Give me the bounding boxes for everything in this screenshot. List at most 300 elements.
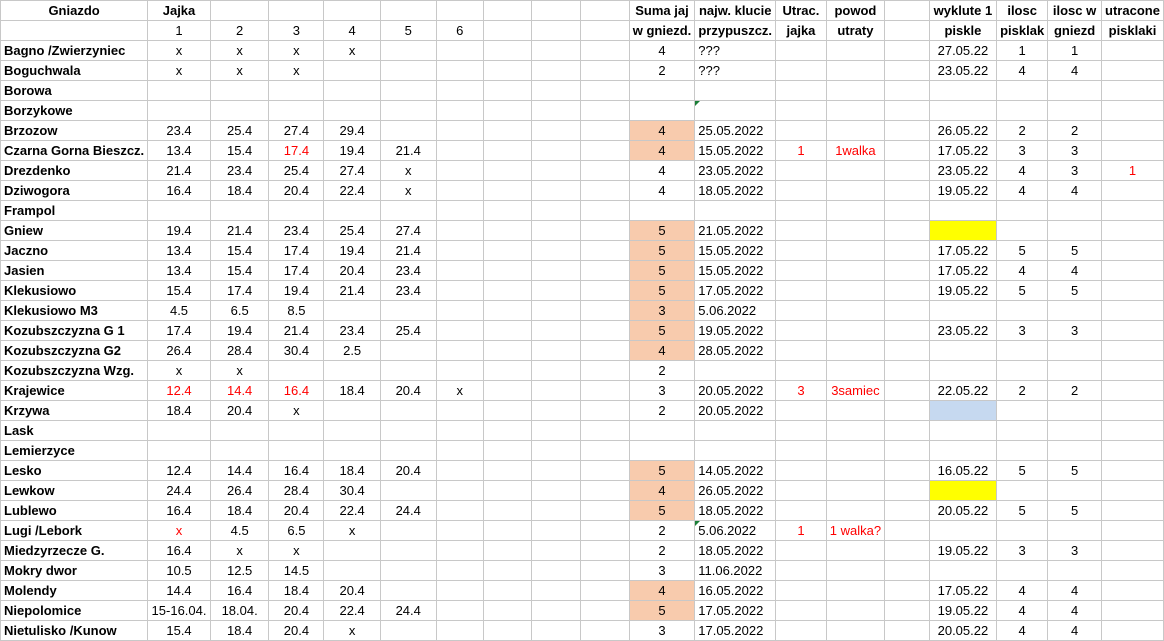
header-cell[interactable]: 3: [269, 21, 324, 41]
empty-cell[interactable]: [580, 81, 629, 101]
egg-cell[interactable]: 21.4: [210, 221, 269, 241]
chicks-count-cell[interactable]: [997, 221, 1048, 241]
loss-reason-cell[interactable]: [826, 281, 884, 301]
empty-cell[interactable]: [580, 161, 629, 181]
first-hatch-cell[interactable]: 17.05.22: [929, 141, 996, 161]
lost-chicks-cell[interactable]: [1101, 181, 1163, 201]
empty-cell[interactable]: [531, 261, 580, 281]
empty-cell[interactable]: [483, 41, 531, 61]
egg-cell[interactable]: [436, 321, 483, 341]
header-cell[interactable]: 5: [380, 21, 436, 41]
empty-cell[interactable]: [580, 221, 629, 241]
hatch-date-cell[interactable]: 15.05.2022: [695, 261, 776, 281]
lost-eggs-cell[interactable]: 1: [776, 521, 827, 541]
egg-cell[interactable]: x: [148, 41, 211, 61]
lost-eggs-cell[interactable]: [776, 601, 827, 621]
lost-chicks-cell[interactable]: [1101, 321, 1163, 341]
nest-name-cell[interactable]: Lask: [1, 421, 148, 441]
lost-eggs-cell[interactable]: [776, 81, 827, 101]
egg-sum-cell[interactable]: 5: [629, 501, 695, 521]
nest-name-cell[interactable]: Lewkow: [1, 481, 148, 501]
egg-cell[interactable]: [380, 581, 436, 601]
egg-cell[interactable]: 20.4: [324, 261, 380, 281]
egg-cell[interactable]: [324, 301, 380, 321]
loss-reason-cell[interactable]: [826, 481, 884, 501]
empty-cell[interactable]: [483, 541, 531, 561]
hatch-date-cell[interactable]: 19.05.2022: [695, 321, 776, 341]
lost-eggs-cell[interactable]: [776, 401, 827, 421]
loss-reason-cell[interactable]: 3samiec: [826, 381, 884, 401]
empty-cell[interactable]: [483, 81, 531, 101]
egg-cell[interactable]: 16.4: [269, 381, 324, 401]
lost-eggs-cell[interactable]: [776, 541, 827, 561]
egg-cell[interactable]: [436, 141, 483, 161]
lost-chicks-cell[interactable]: [1101, 401, 1163, 421]
chicks-count-cell[interactable]: [997, 201, 1048, 221]
header-cell[interactable]: w gniezd.: [629, 21, 695, 41]
header-cell[interactable]: najw. klucie: [695, 1, 776, 21]
first-hatch-cell[interactable]: [929, 101, 996, 121]
lost-chicks-cell[interactable]: [1101, 501, 1163, 521]
first-hatch-cell[interactable]: [929, 341, 996, 361]
lost-chicks-cell[interactable]: [1101, 201, 1163, 221]
egg-cell[interactable]: [380, 101, 436, 121]
chicks-count-cell[interactable]: 4: [997, 181, 1048, 201]
egg-cell[interactable]: [210, 441, 269, 461]
egg-cell[interactable]: 22.4: [324, 601, 380, 621]
lost-chicks-cell[interactable]: [1101, 121, 1163, 141]
egg-cell[interactable]: 23.4: [380, 281, 436, 301]
chicks-count-cell[interactable]: 3: [997, 321, 1048, 341]
nest-name-cell[interactable]: Dziwogora: [1, 181, 148, 201]
egg-sum-cell[interactable]: [629, 201, 695, 221]
nest-count-cell[interactable]: 4: [1048, 261, 1102, 281]
egg-cell[interactable]: [324, 361, 380, 381]
egg-cell[interactable]: [436, 81, 483, 101]
loss-reason-cell[interactable]: [826, 401, 884, 421]
empty-cell[interactable]: [483, 221, 531, 241]
egg-cell[interactable]: [436, 281, 483, 301]
empty-cell[interactable]: [531, 181, 580, 201]
egg-cell[interactable]: [380, 561, 436, 581]
empty-cell[interactable]: [580, 41, 629, 61]
chicks-count-cell[interactable]: [997, 101, 1048, 121]
lost-eggs-cell[interactable]: [776, 581, 827, 601]
nest-name-cell[interactable]: Brzozow: [1, 121, 148, 141]
empty-cell[interactable]: [483, 401, 531, 421]
egg-cell[interactable]: 20.4: [380, 461, 436, 481]
nest-count-cell[interactable]: 4: [1048, 601, 1102, 621]
first-hatch-cell[interactable]: 16.05.22: [929, 461, 996, 481]
empty-cell[interactable]: [885, 521, 930, 541]
nest-count-cell[interactable]: [1048, 421, 1102, 441]
lost-chicks-cell[interactable]: [1101, 241, 1163, 261]
empty-cell[interactable]: [885, 201, 930, 221]
hatch-date-cell[interactable]: ???: [695, 61, 776, 81]
egg-cell[interactable]: 6.5: [210, 301, 269, 321]
egg-cell[interactable]: 26.4: [148, 341, 211, 361]
egg-cell[interactable]: [269, 81, 324, 101]
egg-cell[interactable]: 19.4: [210, 321, 269, 341]
nest-count-cell[interactable]: [1048, 441, 1102, 461]
egg-cell[interactable]: [436, 101, 483, 121]
egg-cell[interactable]: 14.5: [269, 561, 324, 581]
header-cell[interactable]: [436, 1, 483, 21]
lost-eggs-cell[interactable]: [776, 161, 827, 181]
header-cell[interactable]: 4: [324, 21, 380, 41]
egg-cell[interactable]: [324, 541, 380, 561]
egg-cell[interactable]: 24.4: [380, 501, 436, 521]
egg-sum-cell[interactable]: 2: [629, 401, 695, 421]
egg-sum-cell[interactable]: [629, 81, 695, 101]
empty-cell[interactable]: [580, 181, 629, 201]
egg-cell[interactable]: [324, 401, 380, 421]
first-hatch-cell[interactable]: [929, 441, 996, 461]
egg-sum-cell[interactable]: 5: [629, 601, 695, 621]
chicks-count-cell[interactable]: 3: [997, 541, 1048, 561]
egg-sum-cell[interactable]: 5: [629, 461, 695, 481]
hatch-date-cell[interactable]: 15.05.2022: [695, 241, 776, 261]
first-hatch-cell[interactable]: 27.05.22: [929, 41, 996, 61]
empty-cell[interactable]: [531, 521, 580, 541]
nest-name-cell[interactable]: Lugi /Lebork: [1, 521, 148, 541]
chicks-count-cell[interactable]: 4: [997, 261, 1048, 281]
nest-name-cell[interactable]: Lesko: [1, 461, 148, 481]
nest-name-cell[interactable]: Nietulisko /Kunow: [1, 621, 148, 641]
header-cell[interactable]: Jajka: [148, 1, 211, 21]
egg-cell[interactable]: [324, 561, 380, 581]
lost-eggs-cell[interactable]: [776, 421, 827, 441]
lost-eggs-cell[interactable]: [776, 181, 827, 201]
empty-cell[interactable]: [885, 581, 930, 601]
loss-reason-cell[interactable]: [826, 261, 884, 281]
empty-cell[interactable]: [483, 481, 531, 501]
nest-count-cell[interactable]: [1048, 221, 1102, 241]
header-cell[interactable]: powod: [826, 1, 884, 21]
egg-cell[interactable]: 17.4: [269, 141, 324, 161]
egg-cell[interactable]: 27.4: [380, 221, 436, 241]
hatch-date-cell[interactable]: 26.05.2022: [695, 481, 776, 501]
egg-cell[interactable]: [324, 61, 380, 81]
empty-cell[interactable]: [885, 221, 930, 241]
lost-chicks-cell[interactable]: [1101, 361, 1163, 381]
egg-cell[interactable]: 15.4: [210, 141, 269, 161]
nest-count-cell[interactable]: [1048, 341, 1102, 361]
egg-sum-cell[interactable]: 4: [629, 581, 695, 601]
egg-cell[interactable]: [436, 361, 483, 381]
egg-sum-cell[interactable]: 3: [629, 561, 695, 581]
egg-cell[interactable]: 26.4: [210, 481, 269, 501]
empty-cell[interactable]: [483, 161, 531, 181]
empty-cell[interactable]: [580, 201, 629, 221]
first-hatch-cell[interactable]: [929, 561, 996, 581]
hatch-date-cell[interactable]: 18.05.2022: [695, 181, 776, 201]
empty-cell[interactable]: [531, 281, 580, 301]
empty-cell[interactable]: [483, 301, 531, 321]
empty-cell[interactable]: [531, 481, 580, 501]
nest-count-cell[interactable]: 4: [1048, 581, 1102, 601]
empty-cell[interactable]: [531, 201, 580, 221]
hatch-date-cell[interactable]: 18.05.2022: [695, 541, 776, 561]
empty-cell[interactable]: [531, 141, 580, 161]
nest-count-cell[interactable]: 3: [1048, 161, 1102, 181]
nest-count-cell[interactable]: [1048, 201, 1102, 221]
egg-cell[interactable]: 22.4: [324, 181, 380, 201]
empty-cell[interactable]: [531, 121, 580, 141]
empty-cell[interactable]: [531, 581, 580, 601]
empty-cell[interactable]: [580, 281, 629, 301]
egg-cell[interactable]: 16.4: [269, 461, 324, 481]
empty-cell[interactable]: [483, 141, 531, 161]
loss-reason-cell[interactable]: [826, 101, 884, 121]
egg-cell[interactable]: 15.4: [148, 621, 211, 641]
hatch-date-cell[interactable]: [695, 81, 776, 101]
loss-reason-cell[interactable]: [826, 441, 884, 461]
chicks-count-cell[interactable]: [997, 341, 1048, 361]
egg-cell[interactable]: 6.5: [269, 521, 324, 541]
egg-cell[interactable]: 20.4: [269, 601, 324, 621]
first-hatch-cell[interactable]: [929, 421, 996, 441]
egg-cell[interactable]: [436, 61, 483, 81]
header-cell[interactable]: gniezd: [1048, 21, 1102, 41]
egg-sum-cell[interactable]: 3: [629, 381, 695, 401]
loss-reason-cell[interactable]: [826, 581, 884, 601]
egg-sum-cell[interactable]: 2: [629, 521, 695, 541]
lost-eggs-cell[interactable]: [776, 501, 827, 521]
egg-cell[interactable]: 2.5: [324, 341, 380, 361]
chicks-count-cell[interactable]: 5: [997, 501, 1048, 521]
egg-cell[interactable]: x: [324, 521, 380, 541]
empty-cell[interactable]: [580, 621, 629, 641]
egg-cell[interactable]: x: [324, 41, 380, 61]
nest-count-cell[interactable]: 3: [1048, 541, 1102, 561]
header-cell[interactable]: Gniazdo: [1, 1, 148, 21]
egg-cell[interactable]: 19.4: [324, 241, 380, 261]
egg-sum-cell[interactable]: 5: [629, 281, 695, 301]
first-hatch-cell[interactable]: [929, 201, 996, 221]
egg-cell[interactable]: [380, 81, 436, 101]
nest-name-cell[interactable]: Borowa: [1, 81, 148, 101]
first-hatch-cell[interactable]: 22.05.22: [929, 381, 996, 401]
lost-eggs-cell[interactable]: [776, 261, 827, 281]
empty-cell[interactable]: [580, 541, 629, 561]
egg-cell[interactable]: 20.4: [269, 501, 324, 521]
egg-cell[interactable]: 18.4: [148, 401, 211, 421]
header-cell[interactable]: ilosc w: [1048, 1, 1102, 21]
loss-reason-cell[interactable]: [826, 461, 884, 481]
empty-cell[interactable]: [531, 341, 580, 361]
egg-cell[interactable]: [269, 441, 324, 461]
empty-cell[interactable]: [885, 441, 930, 461]
nest-count-cell[interactable]: 4: [1048, 181, 1102, 201]
header-cell[interactable]: [531, 21, 580, 41]
first-hatch-cell[interactable]: 17.05.22: [929, 261, 996, 281]
egg-cell[interactable]: 17.4: [269, 261, 324, 281]
egg-cell[interactable]: 15.4: [210, 241, 269, 261]
empty-cell[interactable]: [580, 401, 629, 421]
empty-cell[interactable]: [483, 601, 531, 621]
chicks-count-cell[interactable]: 2: [997, 121, 1048, 141]
chicks-count-cell[interactable]: 1: [997, 41, 1048, 61]
empty-cell[interactable]: [580, 321, 629, 341]
lost-chicks-cell[interactable]: [1101, 301, 1163, 321]
lost-chicks-cell[interactable]: [1101, 541, 1163, 561]
header-cell[interactable]: [1, 21, 148, 41]
empty-cell[interactable]: [531, 41, 580, 61]
hatch-date-cell[interactable]: [695, 421, 776, 441]
empty-cell[interactable]: [885, 61, 930, 81]
empty-cell[interactable]: [483, 361, 531, 381]
egg-sum-cell[interactable]: 4: [629, 481, 695, 501]
egg-cell[interactable]: [380, 541, 436, 561]
egg-cell[interactable]: 20.4: [269, 621, 324, 641]
egg-cell[interactable]: 18.4: [324, 381, 380, 401]
empty-cell[interactable]: [885, 281, 930, 301]
empty-cell[interactable]: [531, 361, 580, 381]
egg-cell[interactable]: [436, 301, 483, 321]
loss-reason-cell[interactable]: [826, 621, 884, 641]
egg-sum-cell[interactable]: 5: [629, 261, 695, 281]
lost-chicks-cell[interactable]: [1101, 441, 1163, 461]
empty-cell[interactable]: [885, 421, 930, 441]
loss-reason-cell[interactable]: [826, 321, 884, 341]
lost-eggs-cell[interactable]: [776, 561, 827, 581]
empty-cell[interactable]: [885, 81, 930, 101]
loss-reason-cell[interactable]: 1walka: [826, 141, 884, 161]
nest-count-cell[interactable]: 5: [1048, 281, 1102, 301]
empty-cell[interactable]: [580, 121, 629, 141]
lost-eggs-cell[interactable]: [776, 441, 827, 461]
nest-count-cell[interactable]: [1048, 561, 1102, 581]
egg-cell[interactable]: 30.4: [269, 341, 324, 361]
nest-name-cell[interactable]: Miedzyrzecze G.: [1, 541, 148, 561]
egg-cell[interactable]: 24.4: [148, 481, 211, 501]
nest-name-cell[interactable]: Krzywa: [1, 401, 148, 421]
empty-cell[interactable]: [580, 441, 629, 461]
header-cell[interactable]: ilosc: [997, 1, 1048, 21]
header-cell[interactable]: przypuszcz.: [695, 21, 776, 41]
egg-sum-cell[interactable]: 4: [629, 161, 695, 181]
empty-cell[interactable]: [483, 321, 531, 341]
egg-cell[interactable]: [380, 361, 436, 381]
hatch-date-cell[interactable]: ???: [695, 41, 776, 61]
nest-name-cell[interactable]: Mokry dwor: [1, 561, 148, 581]
empty-cell[interactable]: [580, 61, 629, 81]
nest-count-cell[interactable]: 3: [1048, 141, 1102, 161]
loss-reason-cell[interactable]: [826, 541, 884, 561]
egg-cell[interactable]: 15.4: [148, 281, 211, 301]
egg-cell[interactable]: 19.4: [324, 141, 380, 161]
empty-cell[interactable]: [885, 181, 930, 201]
egg-cell[interactable]: 8.5: [269, 301, 324, 321]
egg-cell[interactable]: [210, 81, 269, 101]
egg-cell[interactable]: [380, 481, 436, 501]
hatch-date-cell[interactable]: 15.05.2022: [695, 141, 776, 161]
first-hatch-cell[interactable]: 23.05.22: [929, 321, 996, 341]
nest-count-cell[interactable]: [1048, 521, 1102, 541]
nest-count-cell[interactable]: 2: [1048, 121, 1102, 141]
egg-cell[interactable]: 23.4: [269, 221, 324, 241]
empty-cell[interactable]: [885, 121, 930, 141]
nest-name-cell[interactable]: Niepolomice: [1, 601, 148, 621]
first-hatch-cell[interactable]: 20.05.22: [929, 501, 996, 521]
empty-cell[interactable]: [531, 221, 580, 241]
empty-cell[interactable]: [483, 421, 531, 441]
chicks-count-cell[interactable]: 5: [997, 281, 1048, 301]
header-cell[interactable]: wyklute 1: [929, 1, 996, 21]
egg-cell[interactable]: x: [210, 41, 269, 61]
lost-eggs-cell[interactable]: [776, 101, 827, 121]
empty-cell[interactable]: [580, 101, 629, 121]
nest-name-cell[interactable]: Drezdenko: [1, 161, 148, 181]
nest-name-cell[interactable]: Frampol: [1, 201, 148, 221]
egg-cell[interactable]: 21.4: [148, 161, 211, 181]
empty-cell[interactable]: [885, 501, 930, 521]
egg-cell[interactable]: x: [148, 361, 211, 381]
egg-cell[interactable]: x: [269, 61, 324, 81]
egg-cell[interactable]: 21.4: [324, 281, 380, 301]
empty-cell[interactable]: [885, 341, 930, 361]
empty-cell[interactable]: [580, 501, 629, 521]
loss-reason-cell[interactable]: [826, 501, 884, 521]
egg-cell[interactable]: 29.4: [324, 121, 380, 141]
egg-cell[interactable]: [436, 461, 483, 481]
header-cell[interactable]: 6: [436, 21, 483, 41]
egg-cell[interactable]: x: [324, 621, 380, 641]
lost-chicks-cell[interactable]: [1101, 581, 1163, 601]
hatch-date-cell[interactable]: 17.05.2022: [695, 601, 776, 621]
empty-cell[interactable]: [531, 401, 580, 421]
first-hatch-cell[interactable]: 19.05.22: [929, 601, 996, 621]
chicks-count-cell[interactable]: [997, 481, 1048, 501]
egg-cell[interactable]: 12.4: [148, 461, 211, 481]
egg-cell[interactable]: x: [380, 181, 436, 201]
egg-cell[interactable]: 25.4: [269, 161, 324, 181]
lost-eggs-cell[interactable]: [776, 61, 827, 81]
nest-count-cell[interactable]: [1048, 81, 1102, 101]
lost-eggs-cell[interactable]: [776, 321, 827, 341]
lost-chicks-cell[interactable]: 1: [1101, 161, 1163, 181]
egg-sum-cell[interactable]: 4: [629, 41, 695, 61]
nest-name-cell[interactable]: Boguchwala: [1, 61, 148, 81]
empty-cell[interactable]: [580, 561, 629, 581]
header-cell[interactable]: Suma jaj: [629, 1, 695, 21]
nest-name-cell[interactable]: Kozubszczyzna Wzg.: [1, 361, 148, 381]
egg-cell[interactable]: 12.5: [210, 561, 269, 581]
hatch-date-cell[interactable]: 25.05.2022: [695, 121, 776, 141]
egg-cell[interactable]: [324, 101, 380, 121]
egg-cell[interactable]: 25.4: [380, 321, 436, 341]
nest-name-cell[interactable]: Klekusiowo M3: [1, 301, 148, 321]
empty-cell[interactable]: [885, 381, 930, 401]
egg-cell[interactable]: 28.4: [269, 481, 324, 501]
empty-cell[interactable]: [885, 361, 930, 381]
chicks-count-cell[interactable]: [997, 361, 1048, 381]
hatch-date-cell[interactable]: 20.05.2022: [695, 381, 776, 401]
egg-cell[interactable]: x: [436, 381, 483, 401]
lost-eggs-cell[interactable]: [776, 461, 827, 481]
egg-cell[interactable]: 12.4: [148, 381, 211, 401]
empty-cell[interactable]: [885, 621, 930, 641]
header-cell[interactable]: [324, 1, 380, 21]
first-hatch-cell[interactable]: [929, 521, 996, 541]
egg-cell[interactable]: 23.4: [210, 161, 269, 181]
empty-cell[interactable]: [483, 281, 531, 301]
egg-cell[interactable]: [148, 81, 211, 101]
empty-cell[interactable]: [483, 521, 531, 541]
first-hatch-cell[interactable]: 19.05.22: [929, 541, 996, 561]
nest-name-cell[interactable]: Lemierzyce: [1, 441, 148, 461]
